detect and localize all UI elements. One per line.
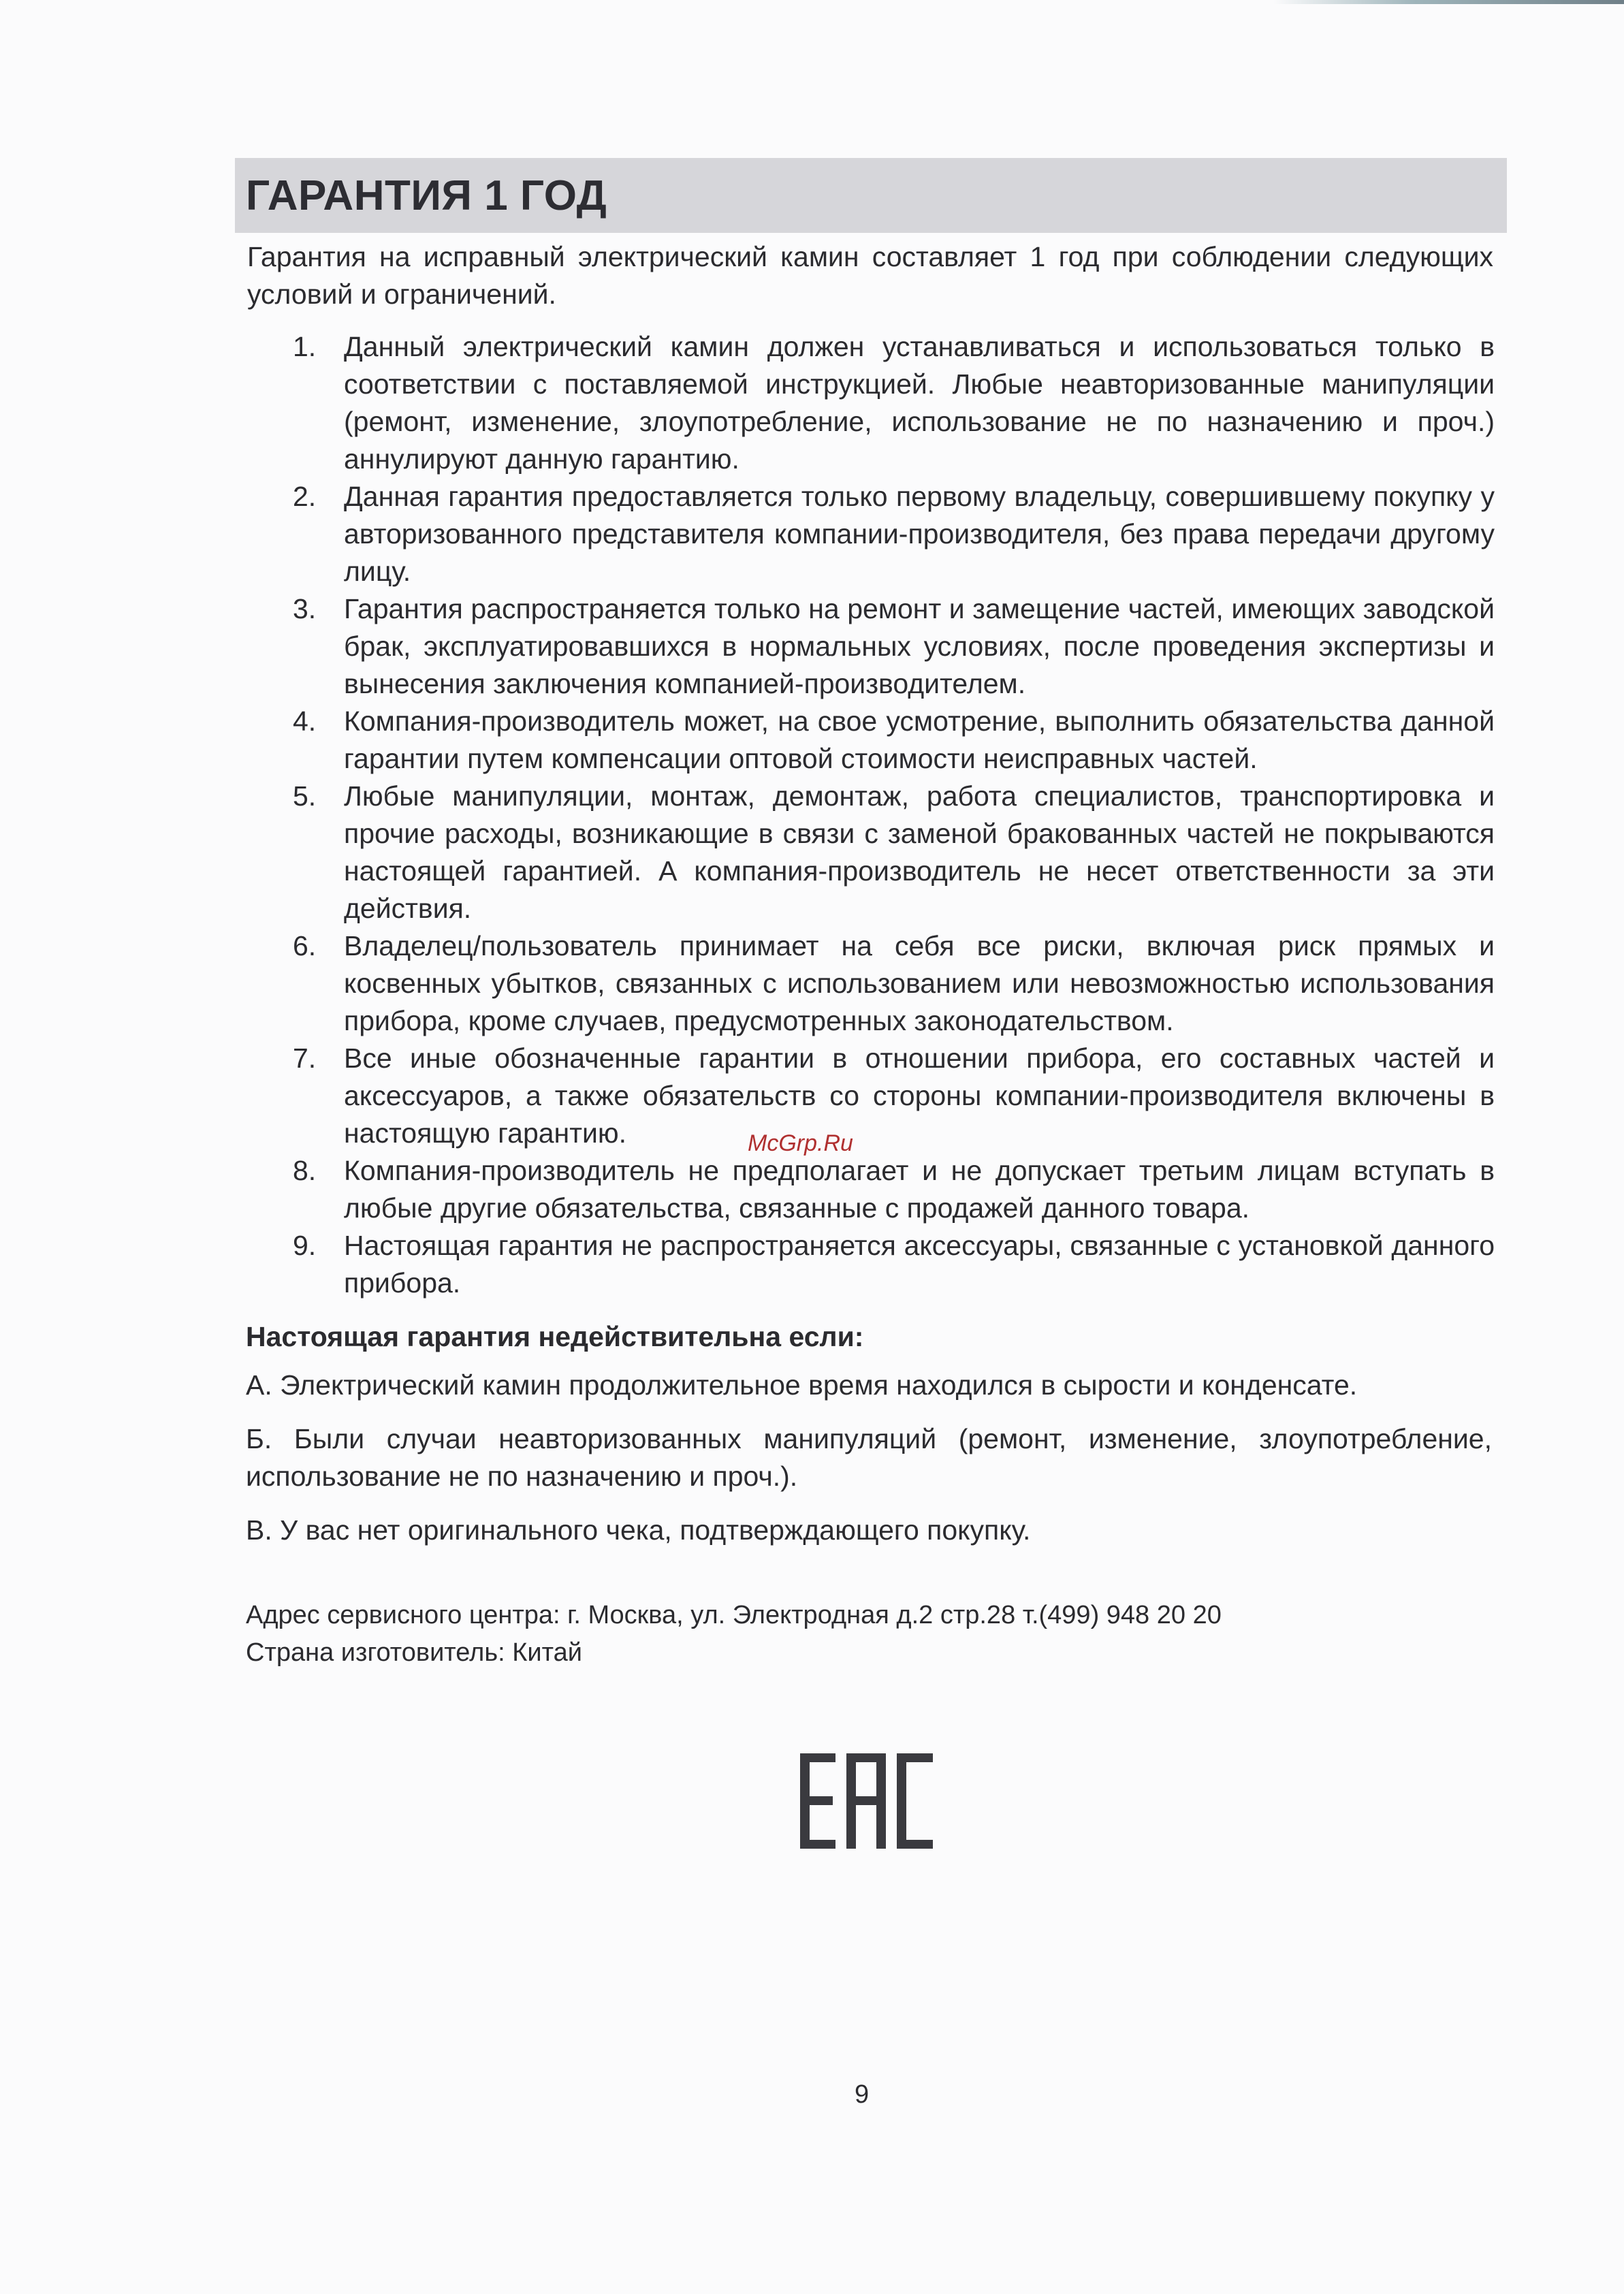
item-text: Владелец/пользователь принимает на себя все риски, включая риск прямых и косвенных убытков, связанных с использованием или невозможностью использования прибора, кроме случаев, предусмотренных законодательством. (344, 930, 1495, 1036)
item-number: 7. (293, 1042, 317, 1074)
item-text: Любые манипуляции, монтаж, демонтаж, работа специалистов, транспортировка и прочие расходы, возникающие в связи с заменой бракованных частей не покрываются настоящей гарантией. А компания-производитель не несет ответственности за эти действия. (344, 780, 1495, 924)
page-title: ГАРАНТИЯ 1 ГОД (246, 172, 607, 219)
intro-paragraph: Гарантия на исправный электрический камин составляет 1 год при соблюдении следующих условий и ограничений. (247, 241, 1493, 310)
item-number: 1. (293, 331, 317, 362)
item-text: Настоящая гарантия не распространяется аксессуары, связанные с установкой данного прибора. (344, 1230, 1495, 1299)
list-item (235, 478, 1495, 590)
item-number: 3. (293, 593, 317, 624)
list-item (235, 590, 1495, 703)
list-item (235, 927, 1495, 1040)
item-text: Компания-производитель не предполагает и не допускает третьим лицам вступать в любые другие обязательства, связанные с продажей данного товара. (344, 1155, 1495, 1224)
item-number: 6. (293, 930, 317, 961)
item-text: Данный электрический камин должен устанавливаться и использоваться только в соответствии с поставляемой инструкцией. Любые неавторизованные манипуляции (ремонт, изменение, злоупотребление, использование не по назначению и проч.) аннулируют данную гарантию. (344, 331, 1495, 475)
warranty-document (235, 158, 1507, 1672)
item-number: 8. (293, 1155, 317, 1186)
list-item (235, 1227, 1495, 1302)
list-item (235, 1040, 1495, 1152)
country-of-origin: Страна изготовитель: Китай (246, 1638, 582, 1667)
title-bar (235, 158, 1507, 233)
watermark: McGrp.Ru (748, 1130, 853, 1156)
footer (246, 1597, 1507, 1672)
condition-item: В. У вас нет оригинального чека, подтверждающего покупку. (246, 1514, 1031, 1546)
item-number: 5. (293, 780, 317, 812)
invalid-conditions-heading: Настоящая гарантия недействительна если: (246, 1321, 864, 1352)
item-text: Гарантия распространяется только на ремонт и замещение частей, имеющих заводской брак, эксплуатировавшихся в нормальных условиях, после проведения экспертизы и вынесения заключения компанией-производителем. (344, 593, 1495, 699)
item-number: 2. (293, 481, 317, 512)
eac-mark-icon (800, 1753, 933, 1849)
list-item (235, 1152, 1495, 1227)
page-number: 9 (855, 2080, 870, 2109)
item-text: Данная гарантия предоставляется только первому владельцу, совершившему покупку у авторизованного представителя компании-производителя, без права передачи другому лицу. (344, 481, 1495, 587)
item-number: 9. (293, 1230, 317, 1261)
rules-list (235, 328, 1507, 1302)
list-item (235, 328, 1495, 478)
service-address: Адрес сервисного центра: г. Москва, ул. Электродная д.2 стр.28 т.(499) 948 20 20 (246, 1601, 1222, 1629)
condition-item: Б. Были случаи неавторизованных манипуляций (ремонт, изменение, злоупотребление, использование не по назначению и проч.). (246, 1423, 1492, 1492)
item-text: Все иные обозначенные гарантии в отношении прибора, его составных частей и аксессуаров, а также обязательств со стороны компании-производителя включены в настоящую гарантию. (344, 1042, 1495, 1149)
list-item (235, 778, 1495, 927)
item-number: 4. (293, 705, 317, 737)
condition-item: А. Электрический камин продолжительное время находился в сырости и конденсате. (246, 1369, 1358, 1401)
scan-edge (1273, 0, 1624, 4)
list-item (235, 703, 1495, 778)
item-text: Компания-производитель может, на свое усмотрение, выполнить обязательства данной гарантии путем компенсации оптовой стоимости неисправных частей. (344, 705, 1495, 774)
